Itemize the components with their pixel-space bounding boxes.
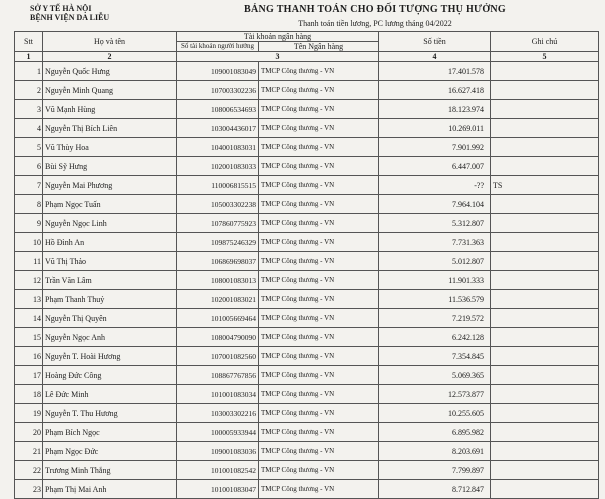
row-bank-name: TMCP Công thương - VN xyxy=(259,233,379,252)
row-account-number: 107001082560 xyxy=(177,347,259,366)
row-bank-name: TMCP Công thương - VN xyxy=(259,461,379,480)
table-row xyxy=(15,214,599,233)
row-note xyxy=(491,347,599,366)
row-note xyxy=(491,442,599,461)
row-note xyxy=(491,404,599,423)
row-stt: 18 xyxy=(15,385,43,404)
row-note xyxy=(491,271,599,290)
row-account-number: 101001083047 xyxy=(177,480,259,499)
col-number: 1 xyxy=(15,52,43,62)
row-amount: 10.269.011 xyxy=(379,119,491,138)
row-account-number: 109875246329 xyxy=(177,233,259,252)
row-note xyxy=(491,309,599,328)
table-row xyxy=(15,366,599,385)
row-stt: 5 xyxy=(15,138,43,157)
row-stt: 17 xyxy=(15,366,43,385)
row-name: Hồ Đình An xyxy=(43,233,177,252)
table-row xyxy=(15,271,599,290)
row-amount: 17.401.578 xyxy=(379,62,491,81)
row-name: Phạm Ngọc Đức xyxy=(43,442,177,461)
row-account-number: 108001083013 xyxy=(177,271,259,290)
row-account-number: 102001083021 xyxy=(177,290,259,309)
row-note xyxy=(491,461,599,480)
table-row xyxy=(15,252,599,271)
row-stt: 16 xyxy=(15,347,43,366)
row-note xyxy=(491,423,599,442)
row-name: Trương Minh Thắng xyxy=(43,461,177,480)
col-number: 3 xyxy=(177,52,379,62)
row-amount: 16.627.418 xyxy=(379,81,491,100)
row-stt: 7 xyxy=(15,176,43,195)
row-note xyxy=(491,366,599,385)
row-amount: 7.731.363 xyxy=(379,233,491,252)
row-account-number: 107860775923 xyxy=(177,214,259,233)
row-amount: 5.069.365 xyxy=(379,366,491,385)
row-account-number: 103004436017 xyxy=(177,119,259,138)
table-row xyxy=(15,157,599,176)
row-bank-name: TMCP Công thương - VN xyxy=(259,385,379,404)
row-bank-name: TMCP Công thương - VN xyxy=(259,290,379,309)
row-stt: 15 xyxy=(15,328,43,347)
row-name: Vũ Thùy Hoa xyxy=(43,138,177,157)
row-note xyxy=(491,233,599,252)
row-note xyxy=(491,290,599,309)
row-note xyxy=(491,480,599,499)
row-bank-name: TMCP Công thương - VN xyxy=(259,480,379,499)
row-bank-name: TMCP Công thương - VN xyxy=(259,214,379,233)
row-stt: 14 xyxy=(15,309,43,328)
row-note xyxy=(491,100,599,119)
row-name: Phạm Ngọc Tuấn xyxy=(43,195,177,214)
row-amount: 11.536.579 xyxy=(379,290,491,309)
row-bank-name: TMCP Công thương - VN xyxy=(259,309,379,328)
row-bank-name: TMCP Công thương - VN xyxy=(259,195,379,214)
row-stt: 11 xyxy=(15,252,43,271)
row-amount: -?? xyxy=(379,176,491,195)
row-bank-name: TMCP Công thương - VN xyxy=(259,271,379,290)
row-name: Phạm Bích Ngọc xyxy=(43,423,177,442)
row-amount: 7.901.992 xyxy=(379,138,491,157)
row-bank-name: TMCP Công thương - VN xyxy=(259,328,379,347)
row-amount: 7.964.104 xyxy=(379,195,491,214)
row-name: Nguyễn T. Hoài Hương xyxy=(43,347,177,366)
row-account-number: 104001083031 xyxy=(177,138,259,157)
row-bank-name: TMCP Công thương - VN xyxy=(259,442,379,461)
row-name: Phạm Thanh Thuỷ xyxy=(43,290,177,309)
row-name: Bùi Sỹ Hưng xyxy=(43,157,177,176)
row-account-number: 109001083036 xyxy=(177,442,259,461)
row-name: Trần Văn Lâm xyxy=(43,271,177,290)
row-name: Nguyễn Ngọc Linh xyxy=(43,214,177,233)
col-number: 4 xyxy=(379,52,491,62)
row-name: Hoàng Đức Công xyxy=(43,366,177,385)
table-row xyxy=(15,62,599,81)
row-stt: 12 xyxy=(15,271,43,290)
payment-table xyxy=(14,31,599,499)
table-row xyxy=(15,81,599,100)
row-stt: 21 xyxy=(15,442,43,461)
row-name: Nguyễn Thị Bích Liên xyxy=(43,119,177,138)
row-note xyxy=(491,62,599,81)
table-row xyxy=(15,442,599,461)
row-stt: 3 xyxy=(15,100,43,119)
row-name: Phạm Thị Mai Anh xyxy=(43,480,177,499)
table-row xyxy=(15,347,599,366)
row-account-number: 102001083033 xyxy=(177,157,259,176)
row-amount: 11.901.333 xyxy=(379,271,491,290)
row-bank-name: TMCP Công thương - VN xyxy=(259,176,379,195)
row-account-number: 108867767856 xyxy=(177,366,259,385)
col-amount-header: Số tiền xyxy=(379,32,491,52)
row-amount: 8.712.847 xyxy=(379,480,491,499)
table-row xyxy=(15,233,599,252)
organization-header xyxy=(30,4,109,22)
row-note xyxy=(491,138,599,157)
col-stt-header: Stt xyxy=(15,32,43,52)
row-name: Nguyễn T. Thu Hương xyxy=(43,404,177,423)
row-stt: 22 xyxy=(15,461,43,480)
row-bank-name: TMCP Công thương - VN xyxy=(259,347,379,366)
row-bank-name: TMCP Công thương - VN xyxy=(259,404,379,423)
row-stt: 23 xyxy=(15,480,43,499)
row-amount: 18.123.974 xyxy=(379,100,491,119)
row-stt: 20 xyxy=(15,423,43,442)
row-stt: 4 xyxy=(15,119,43,138)
row-stt: 6 xyxy=(15,157,43,176)
row-account-number: 106869698037 xyxy=(177,252,259,271)
col-account-header: Số tài khoản người hưởng xyxy=(177,42,259,52)
row-account-number: 105003302238 xyxy=(177,195,259,214)
row-bank-name: TMCP Công thương - VN xyxy=(259,81,379,100)
row-account-number: 103003302216 xyxy=(177,404,259,423)
col-number: 2 xyxy=(43,52,177,62)
row-account-number: 107003302236 xyxy=(177,81,259,100)
row-name: Lê Đức Minh xyxy=(43,385,177,404)
row-name: Nguyễn Minh Quang xyxy=(43,81,177,100)
row-amount: 7.799.897 xyxy=(379,461,491,480)
row-note: TS xyxy=(491,176,599,195)
page-title: BẢNG THANH TOÁN CHO ĐỐI TƯỢNG THỤ HƯỞNG xyxy=(243,4,506,15)
col-note-header: Ghi chú xyxy=(491,32,599,52)
row-name: Vũ Thị Thảo xyxy=(43,252,177,271)
row-account-number: 101001083034 xyxy=(177,385,259,404)
row-stt: 2 xyxy=(15,81,43,100)
row-amount: 10.255.605 xyxy=(379,404,491,423)
page-subtitle: Thanh toán tiền lương, PC lương tháng 04/2022 xyxy=(298,19,452,28)
row-account-number: 100005933944 xyxy=(177,423,259,442)
row-account-number: 101005669464 xyxy=(177,309,259,328)
row-name: Vũ Mạnh Hùng xyxy=(43,100,177,119)
row-stt: 9 xyxy=(15,214,43,233)
table-row xyxy=(15,461,599,480)
row-stt: 13 xyxy=(15,290,43,309)
title-block xyxy=(200,4,550,28)
row-note xyxy=(491,81,599,100)
row-bank-name: TMCP Công thương - VN xyxy=(259,423,379,442)
col-number: 5 xyxy=(491,52,599,62)
row-stt: 19 xyxy=(15,404,43,423)
table-row xyxy=(15,100,599,119)
row-amount: 5.312.807 xyxy=(379,214,491,233)
row-stt: 8 xyxy=(15,195,43,214)
table-row xyxy=(15,328,599,347)
row-account-number: 108004790090 xyxy=(177,328,259,347)
row-account-number: 110006815515 xyxy=(177,176,259,195)
table-row xyxy=(15,423,599,442)
table-row xyxy=(15,290,599,309)
row-note xyxy=(491,195,599,214)
table-row xyxy=(15,176,599,195)
row-amount: 8.203.691 xyxy=(379,442,491,461)
table-row xyxy=(15,119,599,138)
col-name-header: Họ và tên xyxy=(43,32,177,52)
row-account-number: 108006534693 xyxy=(177,100,259,119)
table-row xyxy=(15,480,599,499)
table-row xyxy=(15,138,599,157)
col-bank-group-header: Tài khoản ngân hàng xyxy=(177,32,379,42)
org-department: SỞ Y TẾ HÀ NỘI xyxy=(30,4,92,13)
row-amount: 6.447.007 xyxy=(379,157,491,176)
row-amount: 5.012.807 xyxy=(379,252,491,271)
row-bank-name: TMCP Công thương - VN xyxy=(259,62,379,81)
table-row xyxy=(15,385,599,404)
row-amount: 7.219.572 xyxy=(379,309,491,328)
row-bank-name: TMCP Công thương - VN xyxy=(259,157,379,176)
row-name: Nguyễn Quốc Hưng xyxy=(43,62,177,81)
row-note xyxy=(491,385,599,404)
row-amount: 6.895.982 xyxy=(379,423,491,442)
row-account-number: 101001082542 xyxy=(177,461,259,480)
table-row xyxy=(15,309,599,328)
row-note xyxy=(491,157,599,176)
row-name: Nguyễn Mai Phương xyxy=(43,176,177,195)
row-amount: 7.354.845 xyxy=(379,347,491,366)
row-note xyxy=(491,119,599,138)
row-bank-name: TMCP Công thương - VN xyxy=(259,100,379,119)
row-note xyxy=(491,214,599,233)
row-name: Nguyễn Ngọc Anh xyxy=(43,328,177,347)
row-note xyxy=(491,252,599,271)
table-row xyxy=(15,404,599,423)
table-row xyxy=(15,195,599,214)
row-stt: 1 xyxy=(15,62,43,81)
row-bank-name: TMCP Công thương - VN xyxy=(259,252,379,271)
row-bank-name: TMCP Công thương - VN xyxy=(259,119,379,138)
col-bank-name-header: Tên Ngân hàng xyxy=(259,42,379,52)
row-bank-name: TMCP Công thương - VN xyxy=(259,366,379,385)
row-name: Nguyễn Thị Quyên xyxy=(43,309,177,328)
row-amount: 12.573.877 xyxy=(379,385,491,404)
row-note xyxy=(491,328,599,347)
row-stt: 10 xyxy=(15,233,43,252)
row-amount: 6.242.128 xyxy=(379,328,491,347)
row-account-number: 109001083049 xyxy=(177,62,259,81)
org-hospital: BỆNH VIỆN DA LIỄU xyxy=(30,13,110,22)
row-bank-name: TMCP Công thương - VN xyxy=(259,138,379,157)
